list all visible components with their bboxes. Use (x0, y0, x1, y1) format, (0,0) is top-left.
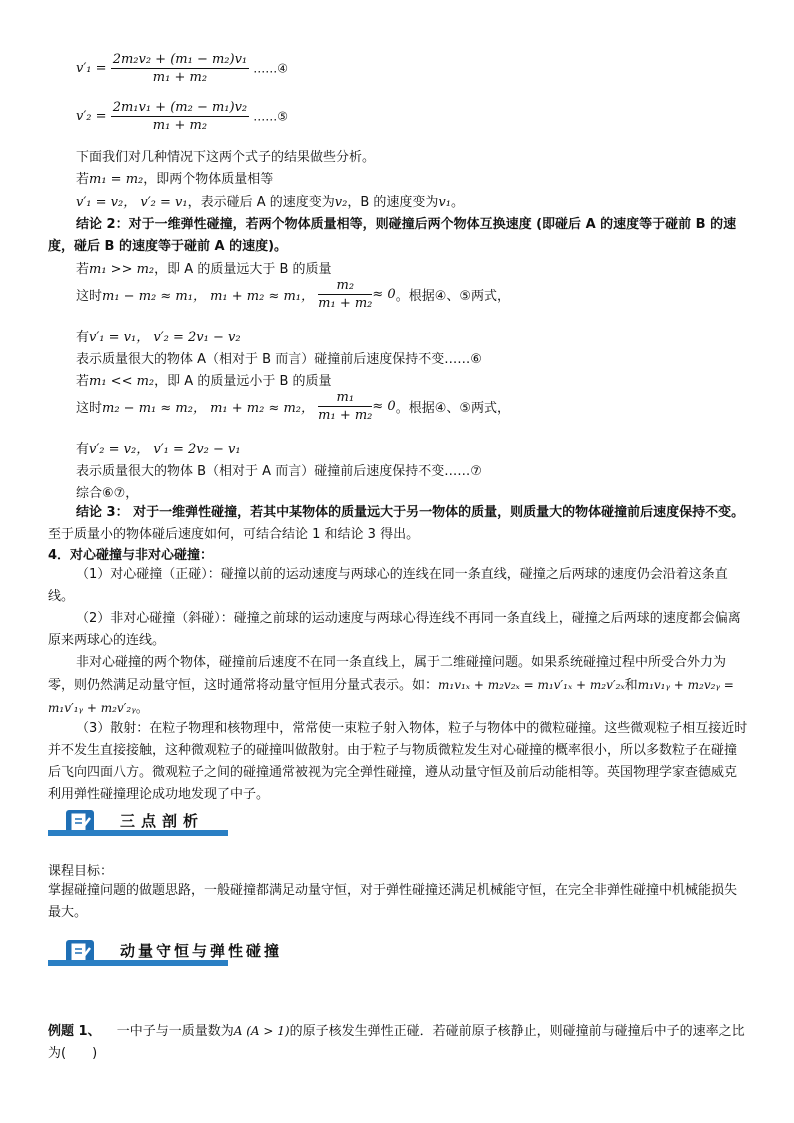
section-title: 动量守恒与弹性碰撞 (120, 942, 283, 960)
math: v₁ (438, 195, 451, 210)
case-large-b-approx (76, 390, 510, 432)
text: 的原子核发生弹性正碰．若碰前原子核静止，则碰撞前与碰撞后中子的速率之比为( ) (48, 1024, 745, 1061)
math: m₁ << m₂ (89, 374, 155, 389)
text: ，表示碰后 A 的速度变为 (187, 195, 335, 210)
conclusion-2: 结论 2：对于一维弹性碰撞，若两个物体质量相等，则碰撞后两个物体互换速度 (即碰后 A 的速度等于碰前 B 的速度，碰后 B 的速度等于碰前 A 的速度)。 (48, 217, 737, 254)
eq4-fraction (111, 52, 249, 85)
text: ，即 A 的质量远大于 B 的质量 (154, 262, 332, 277)
equation-5 (76, 100, 288, 140)
numerator: m₁ (318, 390, 372, 407)
eq4-lhs: v′₁ = (76, 61, 107, 76)
math: A (A > 1) (233, 1024, 290, 1038)
denominator: m₁ + m₂ (318, 408, 373, 423)
combine-line: 综合⑥⑦， (76, 486, 139, 501)
case-large-b-meaning: 表示质量很大的物体 B（相对于 A 而言）碰撞前后速度保持不变……⑦ (76, 464, 482, 479)
text: 一中子与一质量数为 (116, 1024, 234, 1039)
case-equal-mass (76, 168, 273, 187)
section-title: 三点剖析 (120, 812, 205, 830)
conclusion-3-bold: 结论 3： 对于一维弹性碰撞，若其中某物体的质量远大于另一物体的质量，则质量大的物体碰撞前后速度保持不变。 (76, 505, 745, 520)
math: v′₁ = v₁， v′₂ = 2v₁ − v₂ (89, 330, 241, 345)
math: m₂ − m₁ ≈ m₂， m₁ + m₂ ≈ m₂， (102, 401, 315, 416)
math: v′₂ = v₂， v′₁ = 2v₂ − v₁ (89, 442, 241, 457)
section-header-analysis (48, 808, 228, 836)
math: m₁v₁ₓ + m₂v₂ₓ = m₁v′₁ₓ + m₂v′₂ₓ (438, 678, 625, 692)
text: 。根据④、⑤两式， (395, 289, 510, 304)
math: ≈ 0 (372, 287, 396, 302)
eq5-lhs: v′₂ = (76, 109, 107, 124)
text: ，即 A 的质量远小于 B 的质量 (154, 374, 332, 389)
text: 和 (624, 678, 638, 693)
case-large-b-result (76, 438, 241, 457)
goals-text: 掌握碰撞问题的做题思路，一般碰撞都满足动量守恒，对于弹性碰撞还满足机械能守恒，在完全非弹性碰撞中机械能损失最大。 (48, 883, 738, 920)
text: 非对心碰撞的两个物体，碰撞前后速度不在同一条直线上，属于二维碰撞问题。如果系统碰撞过程中所受合外力为零，则仍然满足动量守恒，这时通常将动量守恒用分量式表示。如： (48, 655, 727, 693)
eq5-fraction (111, 100, 249, 133)
analysis-intro: 下面我们对几种情况下这两个式子的结果做些分析。 (76, 150, 376, 165)
section-header-momentum (48, 938, 288, 966)
example-label: 例题 1、 (48, 1024, 101, 1039)
text: 这时 (76, 289, 103, 304)
conclusion-3 (48, 502, 748, 546)
example-1 (48, 1020, 748, 1065)
fraction (318, 278, 372, 311)
text: 。 (135, 701, 149, 716)
conclusion-3-rest: 至于质量小的物体碰后速度如何，可结合结论 1 和结论 3 得出。 (48, 527, 420, 542)
paragraph-2d (48, 652, 748, 720)
text: 有 (76, 330, 90, 345)
eq5-tag: ……⑤ (253, 109, 289, 124)
eq5-denominator: m₁ + m₂ (152, 118, 208, 133)
case-large-a (76, 258, 332, 277)
paragraph-scattering: （3）散射：在粒子物理和核物理中，常常使一束粒子射入物体，粒子与物体中的微粒碰撞。这些微观粒子相互接近时并不发生直接接触，这种微观粒子的碰撞叫做散射。由于粒子与物质微粒发生对心碰撞的概率很小，所以多数粒子在碰撞后飞向四面八方。微观粒子之间的碰撞通常被视为完全弹性碰撞，遵从动量守恒及前后动能相等。英国物理学家查德威克利用弹性碰撞理论成功地发现了中子。 (48, 721, 748, 802)
fraction (318, 390, 372, 423)
text: 。 (450, 195, 464, 210)
text: 这时 (76, 401, 103, 416)
case-large-b (76, 370, 332, 389)
text: ，B 的速度变为 (347, 195, 439, 210)
text: ，即两个物体质量相等 (143, 172, 274, 187)
math: v′₁ = v₂， v′₂ = v₁ (76, 195, 188, 210)
eq4-numerator: 2m₂v₂ + (m₁ − m₂)v₁ (112, 52, 248, 67)
text: 有 (76, 442, 90, 457)
case-large-a-result (76, 326, 241, 345)
eq5-numerator: 2m₁v₁ + (m₂ − m₁)v₂ (112, 100, 248, 115)
math: m₁ >> m₂ (89, 262, 155, 277)
text: 若 (76, 374, 90, 389)
paragraph-central: （1）对心碰撞（正碰）：碰撞以前的运动速度与两球心的连线在同一条直线，碰撞之后两球的速度仍会沿着这条直线。 (48, 567, 728, 604)
case-large-a-meaning: 表示质量很大的物体 A（相对于 B 而言）碰撞前后速度保持不变……⑥ (76, 352, 482, 367)
math: m₁v₁ᵧ + m₂v₂ᵧ = m₁v′₁ᵧ + m₂v′₂ᵧ (48, 678, 734, 715)
case-equal-result (76, 191, 464, 210)
text: 若 (76, 262, 90, 277)
text: 。根据④、⑤两式， (395, 401, 510, 416)
math: ≈ 0 (372, 399, 396, 414)
eq4-tag: ……④ (253, 61, 289, 76)
eq4-denominator: m₁ + m₂ (152, 70, 208, 85)
math: v₂ (334, 195, 348, 210)
denominator: m₁ + m₂ (318, 296, 373, 311)
goals-label: 课程目标： (48, 864, 114, 879)
text: 若 (76, 172, 90, 187)
equation-4 (76, 52, 288, 92)
case-large-a-approx (76, 278, 510, 320)
heading-4: 4．对心碰撞与非对心碰撞： (48, 548, 214, 563)
paragraph-oblique: （2）非对心碰撞（斜碰）：碰撞之前球的运动速度与两球心得连线不再同一条直线上，碰撞之后两球的速度都会偏离原来两球心的连线。 (48, 611, 741, 648)
math: m₁ = m₂ (89, 172, 144, 187)
math: m₁ − m₂ ≈ m₁， m₁ + m₂ ≈ m₁， (102, 289, 315, 304)
numerator: m₂ (318, 278, 372, 295)
